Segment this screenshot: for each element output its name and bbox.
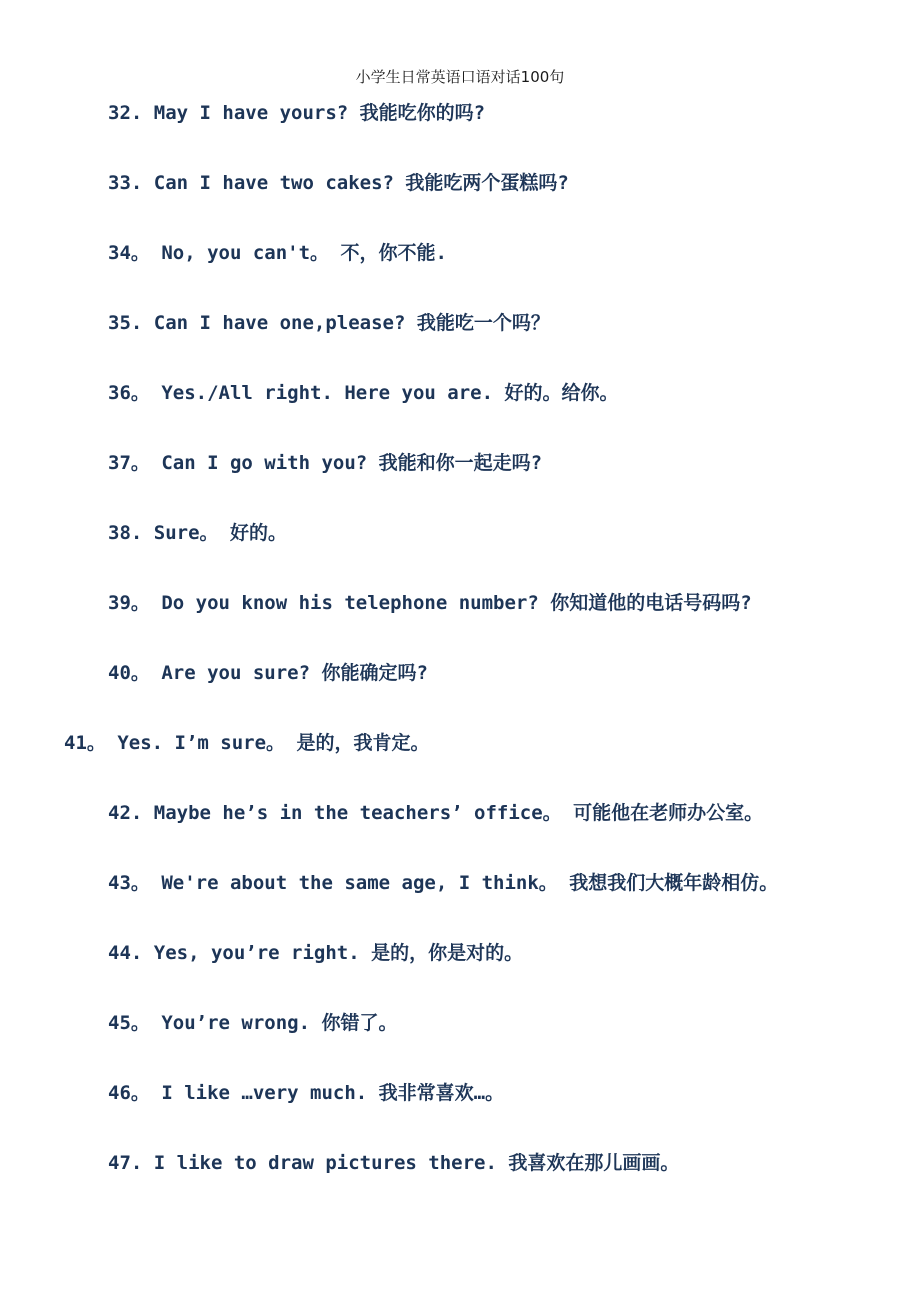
sentence-32: 32. May I have yours? 我能吃你的吗? — [108, 102, 486, 124]
sentence-38: 38. Sure。 好的。 — [108, 522, 287, 544]
sentence-43: 43。 We're about the same age, I think。 我想我们大概年龄相仿。 — [108, 872, 779, 894]
sentence-36: 36。 Yes./All right. Here you are. 好的。给你。 — [108, 382, 619, 404]
sentence-41: 41。 Yes. I’m sure。 是的，我肯定。 — [64, 732, 430, 754]
page-header: 小学生日常英语口语对话100句 — [355, 68, 565, 86]
sentence-34: 34。 No, you can't。 不，你不能. — [108, 242, 447, 264]
sentence-40: 40。 Are you sure? 你能确定吗? — [108, 662, 428, 684]
sentence-42: 42. Maybe he’s in the teachers’ office。 可能他在老师办公室。 — [108, 802, 764, 824]
sentence-35: 35. Can I have one,please? 我能吃一个吗？ — [108, 312, 550, 334]
sentence-37: 37。 Can I go with you? 我能和你一起走吗? — [108, 452, 543, 474]
sentence-46: 46。 I like …very much. 我非常喜欢…。 — [108, 1082, 505, 1104]
sentence-33: 33. Can I have two cakes? 我能吃两个蛋糕吗? — [108, 172, 569, 194]
sentence-39: 39。 Do you know his telephone number? 你知道他的电话号码吗? — [108, 592, 752, 614]
sentence-45: 45。 You’re wrong. 你错了。 — [108, 1012, 398, 1034]
sentence-47: 47. I like to draw pictures there. 我喜欢在那儿画画。 — [108, 1152, 680, 1174]
sentence-44: 44. Yes, you’re right. 是的，你是对的。 — [108, 942, 524, 964]
